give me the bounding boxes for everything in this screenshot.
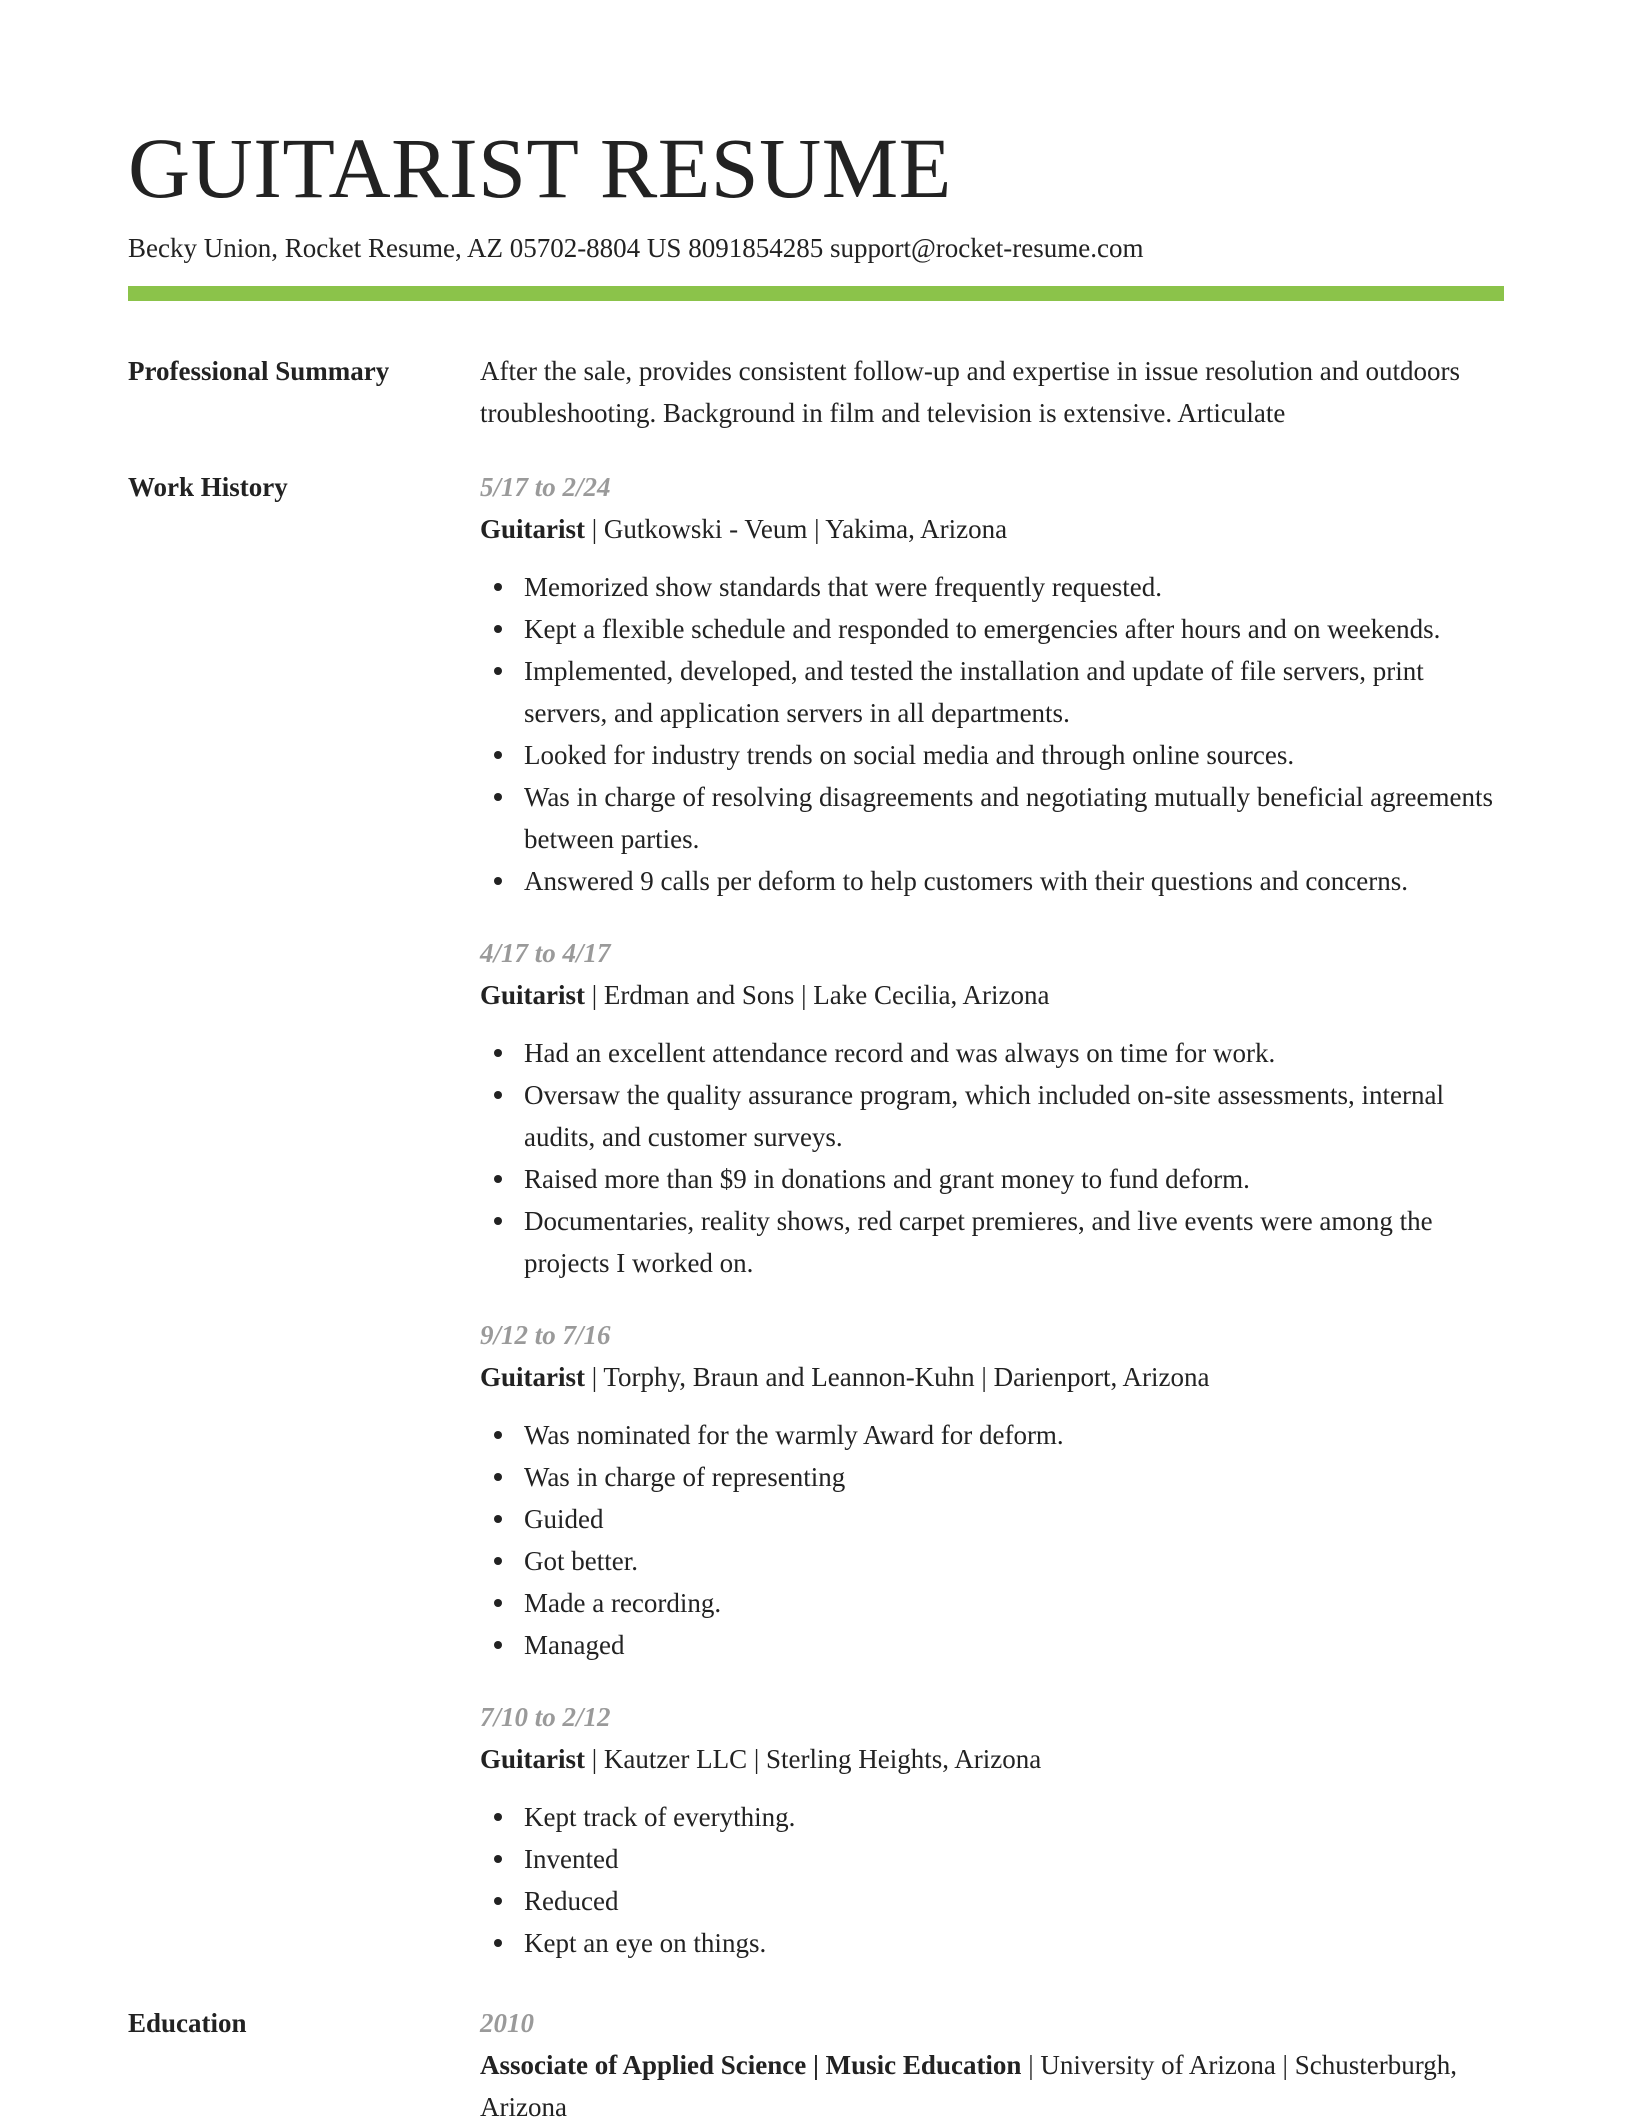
job-heading	[480, 508, 1504, 550]
list-item	[480, 1498, 1504, 1540]
contact-line: Becky Union, Rocket Resume, AZ 05702-8804 US 8091854285 support@rocket-resume.com	[128, 233, 1144, 263]
summary-text: After the sale, provides consistent follow-up and expertise in issue resolution and outdoors troubleshooting. Background in film and television is extensive. Articulate	[480, 356, 1461, 428]
job-entry	[480, 1696, 1504, 1964]
job-bullet-list	[480, 1414, 1504, 1666]
job-title: Guitarist	[480, 980, 585, 1010]
bullet-text: Got better.	[524, 1546, 638, 1576]
bullet-text: Reduced	[524, 1886, 619, 1916]
job-heading	[480, 1356, 1504, 1398]
education-label: Education	[128, 2008, 247, 2038]
bullet-dot-icon	[494, 1897, 502, 1905]
bullet-dot-icon	[494, 1599, 502, 1607]
bullet-dot-icon	[494, 1175, 502, 1183]
list-item	[480, 650, 1504, 734]
job-details: | Kautzer LLC | Sterling Heights, Arizona	[585, 1744, 1042, 1774]
bullet-text: Kept a flexible schedule and responded to emergencies after hours and on weekends.	[524, 614, 1441, 644]
bullet-text: Was in charge of resolving disagreements and negotiating mutually beneficial agreements between parties.	[524, 782, 1494, 854]
summary-section	[480, 350, 1504, 434]
bullet-text: Implemented, developed, and tested the installation and update of file servers, print servers, and application servers in all departments.	[524, 656, 1424, 728]
job-entry	[480, 1314, 1504, 1666]
bullet-text: Documentaries, reality shows, red carpet premieres, and live events were among the projects I worked on.	[524, 1206, 1433, 1278]
education-degree: Associate of Applied Science | Music Education	[480, 2050, 1022, 2080]
job-title: Guitarist	[480, 1744, 585, 1774]
education-line	[480, 2044, 1504, 2128]
bullet-dot-icon	[494, 1855, 502, 1863]
job-heading	[480, 974, 1504, 1016]
list-item	[480, 1456, 1504, 1498]
education-date: 2010	[480, 2008, 534, 2038]
job-title: Guitarist	[480, 514, 585, 544]
list-item	[480, 1074, 1504, 1158]
header-divider	[128, 286, 1504, 301]
job-date: 9/12 to 7/16	[480, 1320, 611, 1350]
job-heading	[480, 1738, 1504, 1780]
bullet-dot-icon	[494, 1939, 502, 1947]
job-date: 4/17 to 4/17	[480, 938, 611, 968]
bullet-text: Was nominated for the warmly Award for deform.	[524, 1420, 1064, 1450]
education-details: | University of Arizona | Schusterburgh, Arizona	[480, 2050, 1457, 2122]
bullet-dot-icon	[494, 1473, 502, 1481]
list-item	[480, 1838, 1504, 1880]
list-item	[480, 1880, 1504, 1922]
bullet-dot-icon	[494, 1091, 502, 1099]
work-history-section	[480, 466, 1504, 1994]
list-item	[480, 1158, 1504, 1200]
bullet-dot-icon	[494, 1217, 502, 1225]
bullet-dot-icon	[494, 667, 502, 675]
bullet-text: Oversaw the quality assurance program, which included on-site assessments, internal audits, and customer surveys.	[524, 1080, 1444, 1152]
job-entry	[480, 932, 1504, 1284]
list-item	[480, 1200, 1504, 1284]
bullet-dot-icon	[494, 1515, 502, 1523]
bullet-dot-icon	[494, 1431, 502, 1439]
job-date: 7/10 to 2/12	[480, 1702, 611, 1732]
bullet-dot-icon	[494, 1049, 502, 1057]
bullet-dot-icon	[494, 1557, 502, 1565]
bullet-text: Raised more than $9 in donations and grant money to fund deform.	[524, 1164, 1250, 1194]
list-item	[480, 1624, 1504, 1666]
bullet-text: Made a recording.	[524, 1588, 722, 1618]
list-item	[480, 1582, 1504, 1624]
list-item	[480, 776, 1504, 860]
list-item	[480, 566, 1504, 608]
bullet-text: Kept track of everything.	[524, 1802, 796, 1832]
job-details: | Torphy, Braun and Leannon-Kuhn | Darienport, Arizona	[585, 1362, 1210, 1392]
bullet-dot-icon	[494, 751, 502, 759]
list-item	[480, 860, 1504, 902]
list-item	[480, 608, 1504, 650]
bullet-text: Looked for industry trends on social media and through online sources.	[524, 740, 1295, 770]
bullet-text: Was in charge of representing	[524, 1462, 846, 1492]
job-bullet-list	[480, 566, 1504, 902]
bullet-dot-icon	[494, 877, 502, 885]
list-item	[480, 1414, 1504, 1456]
list-item	[480, 1796, 1504, 1838]
summary-label: Professional Summary	[128, 356, 390, 386]
bullet-text: Guided	[524, 1504, 604, 1534]
list-item	[480, 1032, 1504, 1074]
list-item	[480, 1540, 1504, 1582]
work-history-label: Work History	[128, 472, 288, 502]
bullet-dot-icon	[494, 1813, 502, 1821]
education-section	[480, 2002, 1504, 2128]
bullet-dot-icon	[494, 793, 502, 801]
bullet-dot-icon	[494, 583, 502, 591]
bullet-text: Invented	[524, 1844, 619, 1874]
bullet-text: Memorized show standards that were frequently requested.	[524, 572, 1163, 602]
job-details: | Erdman and Sons | Lake Cecilia, Arizona	[585, 980, 1050, 1010]
list-item	[480, 1922, 1504, 1964]
bullet-dot-icon	[494, 1641, 502, 1649]
job-title: Guitarist	[480, 1362, 585, 1392]
bullet-text: Had an excellent attendance record and was always on time for work.	[524, 1038, 1276, 1068]
job-date: 5/17 to 2/24	[480, 472, 611, 502]
job-details: | Gutkowski - Veum | Yakima, Arizona	[585, 514, 1008, 544]
job-entry	[480, 466, 1504, 902]
bullet-text: Kept an eye on things.	[524, 1928, 767, 1958]
job-bullet-list	[480, 1796, 1504, 1964]
bullet-dot-icon	[494, 625, 502, 633]
bullet-text: Managed	[524, 1630, 625, 1660]
job-bullet-list	[480, 1032, 1504, 1284]
bullet-text: Answered 9 calls per deform to help customers with their questions and concerns.	[524, 866, 1409, 896]
resume-title: GUITARIST RESUME	[128, 120, 952, 216]
list-item	[480, 734, 1504, 776]
